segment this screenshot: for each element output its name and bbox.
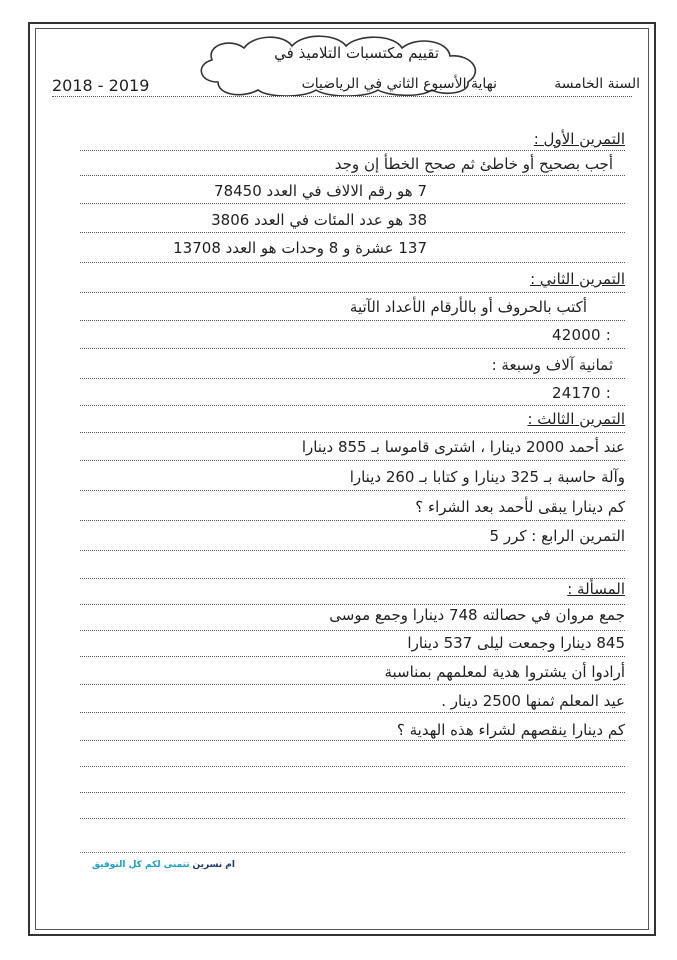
ruled-line xyxy=(80,460,625,461)
exercise3-line-3: كم دينارا يبقى لأحمد بعد الشراء ؟ xyxy=(415,498,625,516)
ruled-line xyxy=(80,378,625,379)
exercise3-line-1: عند أحمد 2000 دينارا ، اشترى قاموسا بـ 855 دينارا xyxy=(301,438,625,456)
school-year: 2018 - 2019 xyxy=(52,76,150,95)
exercise3-heading: التمرين الثالث : xyxy=(527,410,625,428)
ruled-line xyxy=(80,405,625,406)
ruled-line xyxy=(80,578,625,579)
footer-wish: تتمنى لكم كل التوفيق xyxy=(92,860,190,870)
ruled-line xyxy=(80,604,625,605)
ruled-line xyxy=(80,262,625,263)
level-label: السنة الخامسة xyxy=(554,76,640,92)
exercise1-heading: التمرين الأول : xyxy=(533,130,625,148)
ruled-line xyxy=(80,232,625,233)
ruled-line xyxy=(80,818,625,819)
ruled-line xyxy=(80,684,625,685)
exercise2-instruction: أكتب بالحروف أو بالأرقام الأعداد الآتية xyxy=(349,298,587,316)
subtitle: نهاية الأسبوع الثاني في الرياضيات xyxy=(301,76,497,92)
exercise1-item-2: 38 هو عدد المئات في العدد 3806 xyxy=(211,211,427,229)
problem-line-4: عيد المعلم ثمنها 2500 دينار . xyxy=(441,692,625,710)
header-dotted-line xyxy=(52,96,632,97)
ruled-line xyxy=(80,175,625,176)
page-title: تقييم مكتسبات التلاميذ في xyxy=(274,44,439,62)
ruled-line xyxy=(80,656,625,657)
ruled-line xyxy=(80,432,625,433)
exercise2-heading: التمرين الثاني : xyxy=(530,270,625,288)
exercise3-line-2: وآلة حاسبة بـ 325 دينارا و كتابا بـ 260 دينارا xyxy=(349,468,625,486)
problem-heading: المسألة : xyxy=(567,580,625,598)
problem-line-1: جمع مروان في حصالته 748 دينارا وجمع موسى xyxy=(329,606,625,624)
problem-line-2: 845 دينارا وجمعت ليلى 537 دينارا xyxy=(407,634,625,652)
exercise2-item-2: ثمانية آلاف وسبعة : xyxy=(491,356,613,374)
exercise2-item-3: : 24170 xyxy=(552,384,611,402)
ruled-line xyxy=(80,766,625,767)
ruled-line xyxy=(80,348,625,349)
ruled-line xyxy=(80,740,625,741)
ruled-line xyxy=(80,550,625,551)
ruled-line xyxy=(80,150,625,151)
ruled-line xyxy=(80,292,625,293)
exercise4-heading: التمرين الرابع : كرر 5 xyxy=(489,527,625,545)
footer-dotted-line xyxy=(80,852,625,853)
problem-line-5: كم دينارا ينقصهم لشراء هذه الهدية ؟ xyxy=(396,721,625,739)
ruled-line xyxy=(80,630,625,631)
exercise1-item-3: 137 عشرة و 8 وحدات هو العدد 13708 xyxy=(173,239,427,257)
ruled-line xyxy=(80,712,625,713)
ruled-line xyxy=(80,490,625,491)
ruled-line xyxy=(80,320,625,321)
exercise1-instruction: أجب بصحيح أو خاطئ ثم صحح الخطأ إن وجد xyxy=(334,155,613,173)
problem-line-3: أرادوا أن يشتروا هدية لمعلمهم بمناسبة xyxy=(384,663,625,681)
exercise2-item-1: : 42000 xyxy=(552,326,611,344)
ruled-line xyxy=(80,792,625,793)
footer xyxy=(92,860,235,870)
footer-author: ام نسرين xyxy=(192,860,235,870)
exercise1-item-1: 7 هو رقم الالاف في العدد 78450 xyxy=(214,182,427,200)
ruled-line xyxy=(80,520,625,521)
ruled-line xyxy=(80,203,625,204)
